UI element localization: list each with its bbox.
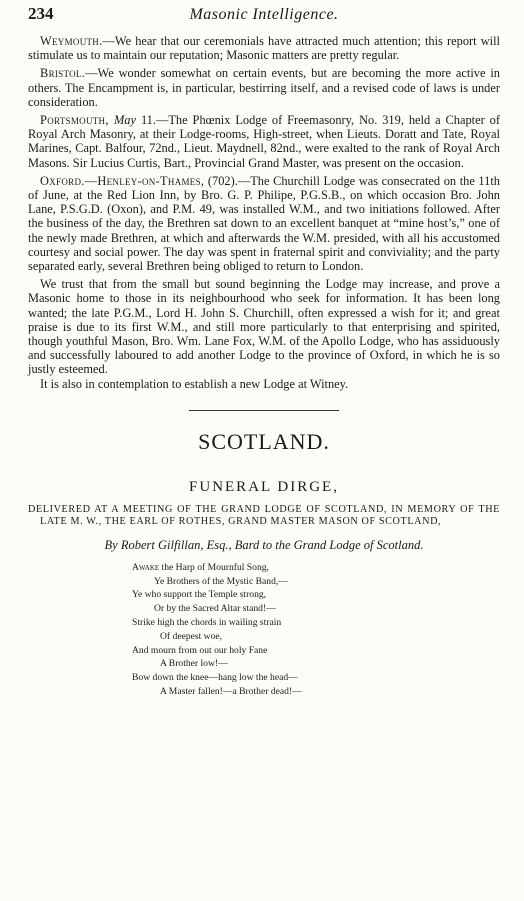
poem-line: A Brother low!— xyxy=(160,658,228,670)
poem-line: Or by the Sacred Altar stand!— xyxy=(154,603,276,615)
dirge-occasion: DELIVERED AT A MEETING OF THE GRAND LODGE OF SCOTLAND, IN MEMORY OF THE LATE M. W., THE EARL OF ROTHES, GRAND MASTER MASON OF SCOTLAND, xyxy=(28,503,500,527)
paragraph-text: —We wonder somewhat on certain events, but are becoming the more active in others. The Encampment is, in particular, bestirring itself, and a revised code of laws is under consideration. xyxy=(28,66,500,109)
paragraph-text: It is also in contemplation to establish a new Lodge at Witney. xyxy=(40,376,349,391)
poem-line: A Master fallen!—a Brother dead!— xyxy=(160,686,302,698)
poem-line: Ye who support the Temple strong, xyxy=(132,589,267,601)
section-divider xyxy=(189,410,339,411)
paragraph-lead: Oxford.—Henley-on-Thames, xyxy=(40,173,205,188)
poem-line: Of deepest woe, xyxy=(160,630,223,642)
poem-line: Awake the Harp of Mournful Song, xyxy=(132,561,269,573)
section-heading: SCOTLAND. xyxy=(198,428,330,454)
dirge-title: FUNERAL DIRGE, xyxy=(189,478,339,495)
poem-line: Bow down the knee—hang low the head— xyxy=(132,672,298,684)
running-title: Masonic Intelligence. xyxy=(189,6,339,23)
paragraph-weymouth xyxy=(28,34,500,62)
poem xyxy=(132,561,500,699)
paragraph-lead: Weymouth. xyxy=(40,34,103,48)
paragraph-lead-italic: May xyxy=(113,113,137,128)
poem-line: And mourn from out our holy Fane xyxy=(132,644,268,656)
paragraph-lead: Portsmouth, xyxy=(40,113,114,128)
page-header xyxy=(28,0,500,34)
paragraph-text: —We hear that our ceremonials have attracted much attention; this report will stimulate us to maintain our reputation; Masonic matters are pretty regular. xyxy=(28,34,500,63)
paragraph-trust xyxy=(28,277,500,376)
paragraph-portsmouth xyxy=(28,113,500,170)
page-number: 234 xyxy=(28,4,54,23)
paragraph-text: We trust that from the small but sound beginning the Lodge may increase, and prove a Masonic home to those in its neighbourhood who seek for information. It has been long wanted; the late P.G.M., Lord H. John S. Churchill, often expressed a wish for it; and great praise is due to its first W.M., and still more particularly to that enterprising and spirited, though youthful Mason, Bro. Wm. Lane Fox, W.M. of the Apollo Lodge, who has assiduously and successfully laboured to add another Lodge to the province of Oxford, in which he is so justly esteemed. xyxy=(28,277,500,377)
paragraph-text: 11.—The Phœnix Lodge of Freemasonry, No. 319, held a Chapter of Royal Arch Masonry, at their Lodge-rooms, High-street, when Lieuts. Doratt and Tate, Royal Marines, Capt. Balfour, 72nd., Lieut. Maydnell, 82nd., were exalted to the rank of Royal Arch Masons. Sir Lucius Curtis, Bart., Provincial Grand Master, was present on the occasion. xyxy=(28,113,500,170)
poem-line: Ye Brothers of the Mystic Band,— xyxy=(154,575,288,587)
paragraph-oxford xyxy=(28,174,500,273)
paragraph-text: (702).—The Churchill Lodge was consecrated on the 11th of June, at the Red Lion Inn, by Bro. G. P. Philipe, P.G.S.B., on which occasion Bro. John Lane, P.S.G.D. (Oxon), and P.M. 49, was installed W.M., and two initiations followed. After the business of the day, the Brethren sat down to an excellent banquet at “mine host’s,” one of the newly made Brethren, at which and afterwards the W.M. presided, with all his accustomed courtesy and social power. The day was spent in fraternal spirit and conviviality; and the party separated early, several Brethren being obliged to return to London. xyxy=(28,173,500,274)
paragraph-bristol xyxy=(28,66,500,109)
poem-first-word: Awake xyxy=(132,561,160,573)
poem-line: Strike high the chords in wailing strain xyxy=(132,617,282,629)
paragraph-witney xyxy=(28,377,500,391)
dirge-author: By Robert Gilfillan, Esq., Bard to the Grand Lodge of Scotland. xyxy=(104,537,424,552)
paragraph-lead: Bristol. xyxy=(40,66,86,81)
